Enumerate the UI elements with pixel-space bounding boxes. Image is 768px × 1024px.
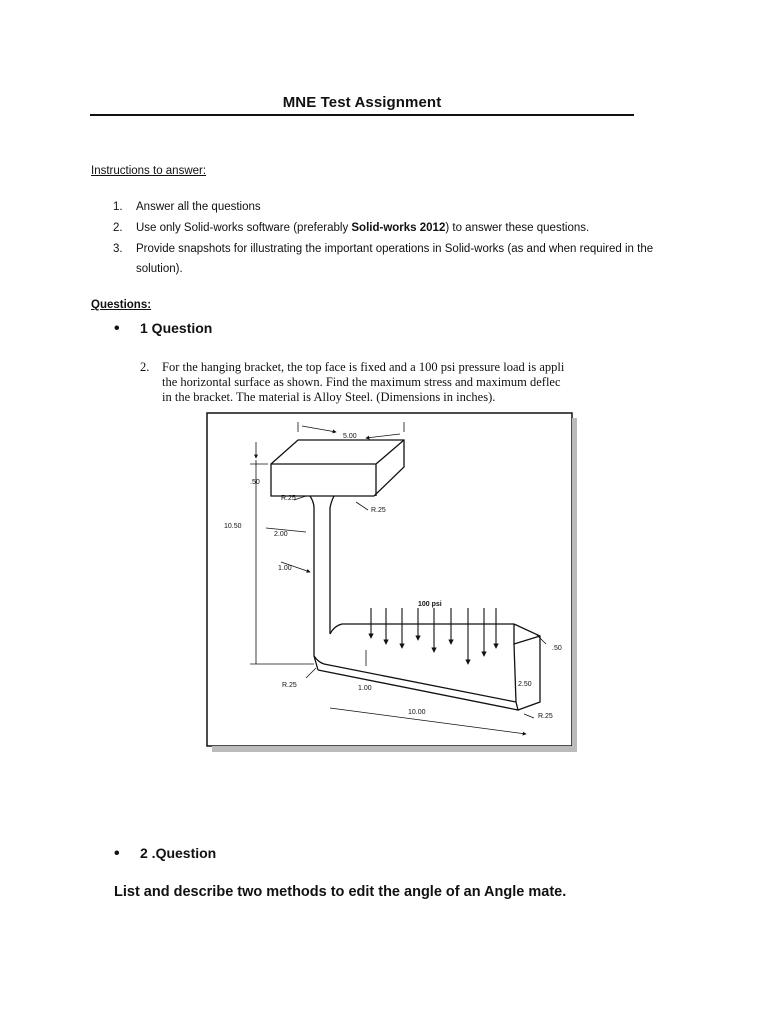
bracket-drawing [206,412,578,754]
problem-statement [140,360,610,405]
instruction-text: ) to answer these questions. [445,222,590,234]
bullet-icon: • [114,320,120,337]
dim-base-thk: 1.00 [358,685,372,692]
figure-frame [207,413,572,746]
question-2-text: List and describe two methods to edit the angle of an Angle mate. [114,884,567,900]
question-1-heading [114,320,212,338]
problem-number: 2. [140,360,150,374]
question-1-label: 1 Question [140,320,213,336]
instruction-text: Solid-works 2012 [351,222,446,234]
dim-lip-height: 2.50 [518,681,532,688]
instruction-item [91,197,691,217]
dim-lip-thk: .50 [552,645,562,652]
instruction-item [91,218,691,238]
bullet-icon: • [114,845,120,862]
questions-heading: Questions: [91,299,152,311]
dim-overall-height: 10.50 [224,523,242,530]
dim-r-top-right: R.25 [371,507,386,514]
instructions-list [91,197,691,280]
dim-r-bottom-left: R.25 [282,682,297,689]
dim-flange-thk: .50 [250,479,260,486]
dim-web-width: 2.00 [274,531,288,538]
instruction-number: 3. [113,243,123,255]
dim-load: 100 psi [418,601,442,608]
dim-web-thk: 1.00 [278,565,292,572]
instruction-text: Provide snapshots for illustrating the important operations in Solid-works (as and when required in the solution). [136,243,654,275]
problem-line: the horizontal surface as shown. Find the maximum stress and maximum deflec [162,375,561,389]
problem-line: in the bracket. The material is Alloy Steel. (Dimensions in inches). [162,390,496,404]
instruction-item [91,239,691,279]
instruction-number: 2. [113,222,123,234]
dim-base-length: 10.00 [408,709,426,716]
instruction-text: Use only Solid-works software (preferably [136,222,352,234]
question-2-label: 2 .Question [140,845,217,861]
dim-r-top-left: R.25 [281,495,296,502]
problem-line: For the hanging bracket, the top face is fixed and a 100 psi pressure load is appli [162,360,565,374]
question-2-heading [114,845,216,863]
instructions-heading: Instructions to answer: [91,165,207,177]
instruction-number: 1. [113,201,123,213]
instruction-text: Answer all the questions [136,201,261,213]
dim-r-bottom-right: R.25 [538,713,553,720]
title-underline [90,94,634,116]
dim-top-width: 5.00 [343,433,357,440]
page-title: MNE Test Assignment [282,94,442,111]
